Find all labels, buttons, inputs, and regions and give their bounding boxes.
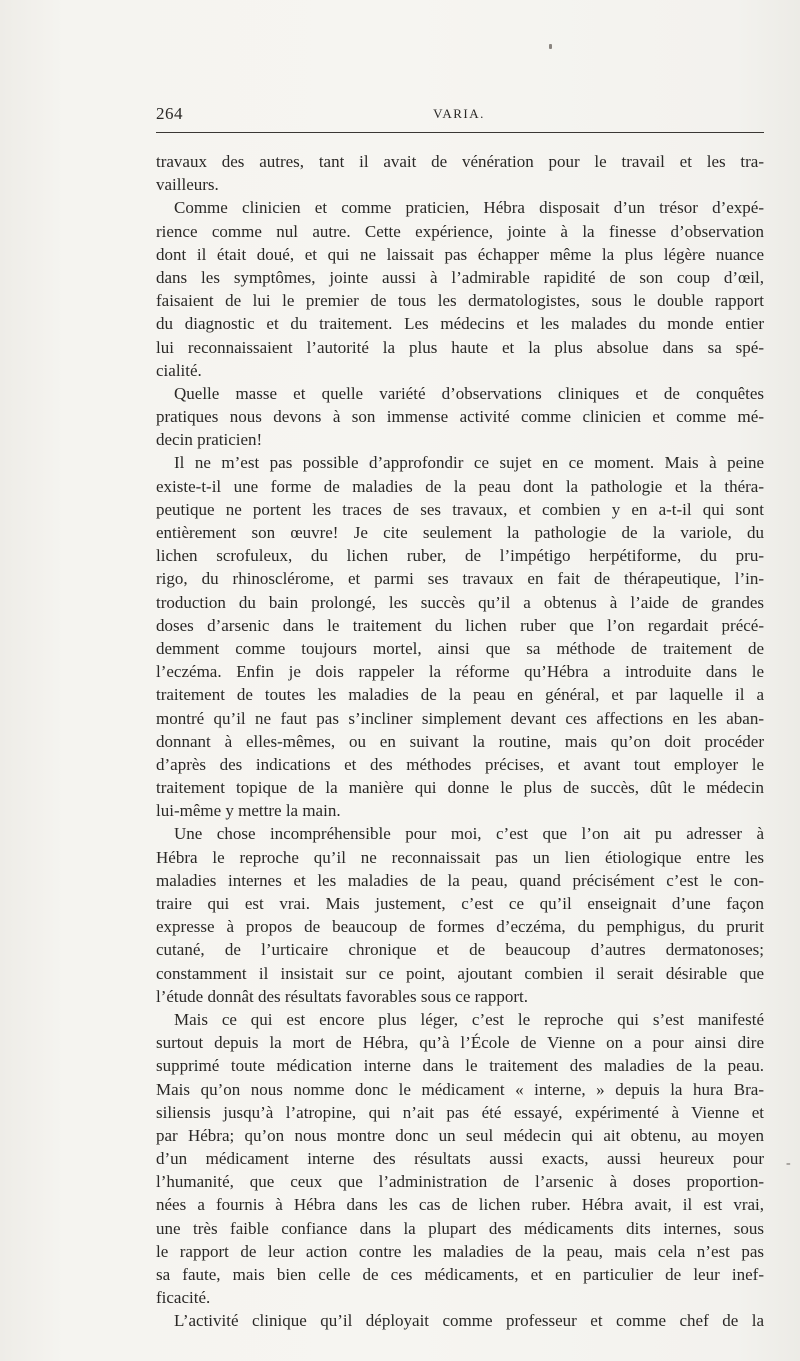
text-line: traitement topique de la manière qui donne le plus de succès, dût le médecin bbox=[156, 778, 764, 798]
text-line: cutané, de l’urticaire chronique et de beaucoup d’autres dermatonoses; bbox=[156, 940, 764, 960]
text-line: rience comme nul autre. Cette expérience, jointe à la finesse d’observation bbox=[156, 221, 764, 241]
text-line: l’étude donnât des résultats favorables sous ce rapport. bbox=[156, 986, 528, 1006]
text-line: entièrement son œuvre! Je cite seulement la pathologie de la variole, du bbox=[156, 523, 764, 542]
text-line: cialité. bbox=[156, 360, 202, 380]
text-line: peutique ne portent les traces de ses travaux, et combien y en a-t-il qui sont bbox=[156, 499, 764, 519]
text-line: du diagnostic et du traitement. Les médecins et les malades du monde entier bbox=[156, 314, 764, 334]
text-line: le rapport de leur action contre les maladies de la peau, mais cela n’est pas bbox=[156, 1241, 764, 1261]
text-line: donnant à elles-mêmes, ou en suivant la routine, mais qu’on doit procéder bbox=[156, 731, 764, 751]
text-line: d’après des indications et des méthodes précises, et avant tout employer le bbox=[156, 754, 764, 774]
text-line: Mais qu’on nous nomme donc le médicament « interne, » depuis la hura Bra- bbox=[156, 1079, 764, 1099]
header-rule bbox=[156, 132, 764, 133]
text-line: Une chose incompréhensible pour moi, c’est que l’on ait pu adresser à bbox=[174, 824, 764, 844]
text-line: lui reconnaissaient l’autorité la plus haute et la plus absolue dans sa spé- bbox=[156, 337, 764, 357]
text-line: rigo, du rhinosclérome, et parmi ses travaux en fait de thérapeutique, l’in- bbox=[156, 569, 764, 589]
text-line: faisaient de lui le premier de tous les dermatologistes, sous le double rapport bbox=[156, 291, 764, 311]
text-line: l’humanité, que ceux que l’administration de l’arsenic à doses proportion- bbox=[156, 1172, 764, 1192]
text-line: dans les symptômes, jointe aussi à l’admirable rapidité de son coup d’œil, bbox=[156, 267, 764, 287]
page-header bbox=[156, 104, 762, 124]
text-line: ficacité. bbox=[156, 1288, 211, 1308]
running-head: VARIA. bbox=[433, 106, 485, 121]
text-line: pratiques nous devons à son immense activité comme clinicien et comme mé- bbox=[156, 407, 764, 427]
text-line: lichen scrofuleux, du lichen ruber, de l’impétigo herpétiforme, du pru- bbox=[156, 546, 764, 566]
text-line: troduction du bain prolongé, les succès qu’il a obtenus à l’aide de grandes bbox=[156, 592, 764, 612]
text-line: lui-même y mettre la main. bbox=[156, 801, 341, 821]
text-line: dont il était doué, et qui ne laissait pas échapper même la plus légère nuance bbox=[156, 244, 764, 264]
text-line: traitement de toutes les maladies de la peau en général, et par laquelle il a bbox=[156, 685, 764, 705]
text-line: siliensis jusqu’à l’atropine, qui n’ait pas été essayé, expérimenté à Vienne et bbox=[156, 1102, 764, 1122]
text-line: supprimé toute médication interne dans le traitement des maladies de la peau. bbox=[156, 1056, 764, 1076]
body-text bbox=[156, 150, 764, 1333]
text-line: montré qu’il ne faut pas s’incliner simplement devant ces affections en les aban- bbox=[156, 708, 764, 728]
text-line: demment comme toujours mortel, ainsi que sa méthode de traitement de bbox=[156, 638, 764, 658]
text-line: Comme clinicien et comme praticien, Hébra disposait d’un trésor d’expé- bbox=[174, 198, 764, 218]
text-line: constamment il insistait sur ce point, ajoutant combien il serait désirable que bbox=[156, 963, 764, 983]
text-line: une très faible confiance dans la plupart des médicaments dits internes, sous bbox=[156, 1218, 764, 1238]
text-line: decin praticien! bbox=[156, 430, 263, 450]
text-line: Mais ce qui est encore plus léger, c’est le reproche qui s’est manifesté bbox=[174, 1009, 764, 1029]
text-line: traire qui est vrai. Mais justement, c’est ce qu’il enseignait d’une façon bbox=[156, 894, 764, 913]
text-line: vailleurs. bbox=[156, 175, 219, 195]
text-line: nées a fournis à Hébra dans les cas de lichen ruber. Hébra avait, il est vrai, bbox=[156, 1195, 764, 1215]
text-line: L’activité clinique qu’il déployait comme professeur et comme chef de la bbox=[174, 1311, 764, 1331]
text-line: sa faute, mais bien celle de ces médicaments, et en particulier de leur inef- bbox=[156, 1265, 764, 1284]
text-line: l’eczéma. Enfin je dois rappeler la réforme qu’Hébra a introduite dans le bbox=[156, 662, 764, 682]
page-number: 264 bbox=[156, 104, 183, 123]
text-line: Quelle masse et quelle variété d’observations cliniques et de conquêtes bbox=[174, 383, 764, 403]
text-line: surtout depuis la mort de Hébra, qu’à l’École de Vienne on a pour ainsi dire bbox=[156, 1033, 764, 1053]
text-line: travaux des autres, tant il avait de vénération pour le travail et les tra- bbox=[156, 152, 764, 171]
text-line: expresse à propos de beaucoup de formes d’eczéma, du pemphigus, du prurit bbox=[156, 917, 764, 937]
text-line: d’un médicament interne des résultats aussi exacts, aussi heureux pour bbox=[156, 1149, 764, 1169]
text-line: Hébra le reproche qu’il ne reconnaissait pas un lien étiologique entre les bbox=[156, 847, 764, 867]
text-line: maladies internes et les maladies de la peau, quand précisément c’est le con- bbox=[156, 870, 764, 890]
text-line: existe-t-il une forme de maladies de la peau dont la pathologie et la théra- bbox=[156, 476, 764, 496]
text-line: Il ne m’est pas possible d’approfondir ce sujet en ce moment. Mais à peine bbox=[174, 453, 764, 473]
trailing-mark: - bbox=[786, 1156, 791, 1171]
text-line: par Hébra; qu’on nous montre donc un seul médecin qui ait obtenu, au moyen bbox=[156, 1125, 764, 1145]
ink-speck bbox=[549, 44, 552, 49]
text-line: doses d’arsenic dans le traitement du lichen ruber que l’on regardait précé- bbox=[156, 615, 764, 635]
